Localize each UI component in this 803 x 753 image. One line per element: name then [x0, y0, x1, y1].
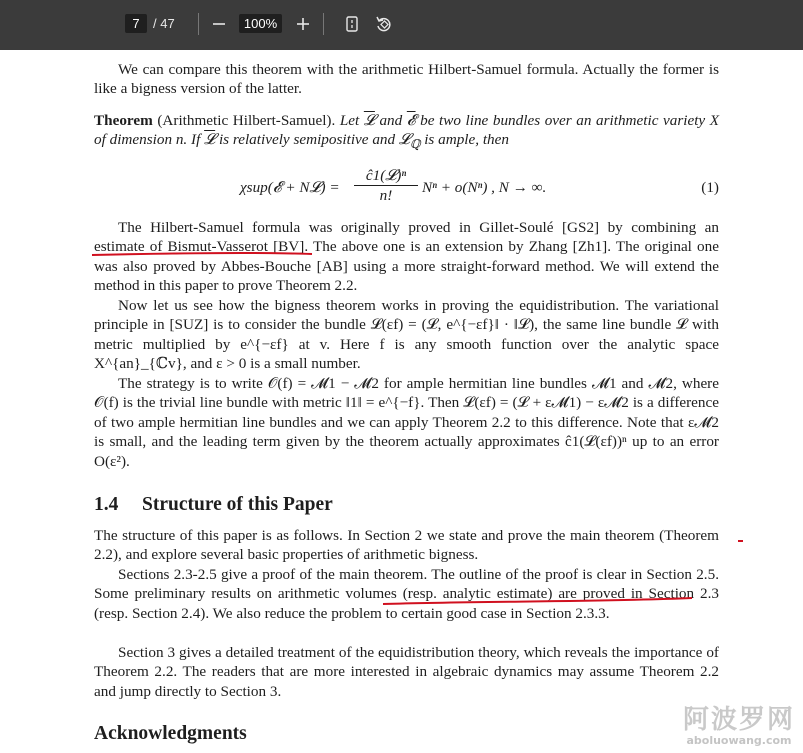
paragraph-sections-2: Sections 2.3-2.5 give a proof of the main theorem. The outline of the proof is clear in Section 2.5. Some preliminary results on arithmetic volumes (resp. analytic estimate) are proved in Section 2.3 (resp. Section 2.4). We also reduce the problem to certain good case in Section 2.3.3.: [94, 566, 719, 622]
fit-page-button[interactable]: [340, 12, 364, 36]
section-heading: [94, 493, 333, 517]
watermark-url: aboluowang.com: [686, 734, 792, 747]
paragraph-structure: The structure of this paper is as follows. In Section 2 we state and prove the main theorem (Theorem 2.2), and explore several basic properties of arithmetic bigness.: [94, 527, 719, 564]
toolbar-divider: [198, 13, 199, 35]
pdf-toolbar: [0, 0, 803, 50]
rotate-icon: [374, 14, 394, 34]
plus-icon: [296, 14, 310, 34]
equation-lhs: χsup(𝓔 + N𝓛) =: [240, 179, 340, 196]
page-total: / 47: [153, 16, 175, 31]
theorem-label: Theorem: [94, 112, 153, 129]
equation-numerator: ĉ1(𝓛)ⁿ: [354, 166, 418, 186]
toolbar-divider: [323, 13, 324, 35]
zoom-in-button[interactable]: [291, 12, 315, 36]
paragraph-variational: Now let us see how the bigness theorem works in proving the equidistribution. The variational principle in [SUZ] is to consider the bundle 𝓛(εf) = (𝓛, e^{−εf}‖ · ‖𝓛), the same line bundle 𝓛 with metric multiplied by e^{−εf} at v. Here f is any smooth function over the analytic space X^{an}_{ℂv}, and ε > 0 is a small number.: [94, 297, 719, 373]
paragraph-origin: The Hilbert-Samuel formula was originally proved in Gillet-Soulé [GS2] by combining an estimate of Bismut-Vasserot [BV]. The above one is an extension by Zhang [Zh1]. The original one was also proved by Abbes-Bouche [AB] using a more straight-forward method. We will extend the method in this paper to prove Theorem 2.2.: [94, 219, 719, 295]
equation-number: (1): [701, 179, 719, 196]
rotate-button[interactable]: [372, 12, 396, 36]
equation-fraction: [354, 166, 418, 206]
paragraph-comparison: We can compare this theorem with the arithmetic Hilbert-Samuel formula. Actually the former is like a bigness version of the latter.: [94, 61, 719, 98]
equation-hilbert-samuel: [240, 166, 719, 210]
paragraph-section-3: Section 3 gives a detailed treatment of the equidistribution theory, which reveals the importance of Theorem 2.2. The readers that are more interested in algebraic dynamics may assume Theorem 2.2 and jump directly to Section 3.: [94, 644, 719, 700]
zoom-out-button[interactable]: [207, 12, 231, 36]
paragraph-strategy: The strategy is to write 𝒪(f) = 𝓜1 − 𝓜2 for ample hermitian line bundles 𝓜1 and 𝓜2, where 𝒪(f) is the trivial line bundle with metric ‖1‖ = e^{−f}. Then 𝓛(εf) = (𝓛 + ε𝓜1) − ε𝓜2 is a difference of two ample hermitian line bundles and we can apply Theorem 2.2 to this difference. Note that ε𝓜2 is small, and the leading term given by the theorem actually approximates ĉ1(𝓛(εf))ⁿ up to an error O(ε²).: [94, 375, 719, 470]
section-number: 1.4: [94, 494, 119, 515]
watermark-title: 阿波罗网: [682, 705, 795, 735]
equation-denominator: n!: [379, 187, 393, 204]
watermark: [683, 705, 795, 747]
minus-icon: [212, 14, 226, 34]
theorem-statement: [94, 111, 719, 155]
section-title: Structure of this Paper: [142, 494, 333, 515]
theorem-text: Let 𝓛 and 𝓔 be two line bundles over an arithmetic variety X of dimension n. If 𝓛 is relatively semipositive and 𝓛$_ℚ$ is ample, then: [94, 112, 720, 152]
equation-rhs: Nⁿ + o(Nⁿ) , N → ∞.: [422, 179, 547, 196]
acknowledgments-heading: Acknowledgments: [94, 723, 247, 744]
zoom-level-input[interactable]: 100%: [239, 14, 282, 33]
document-page: [94, 50, 719, 753]
fit-page-icon: [345, 14, 359, 34]
theorem-name: (Arithmetic Hilbert-Samuel).: [157, 112, 336, 129]
page-number-input[interactable]: 7: [125, 14, 147, 33]
